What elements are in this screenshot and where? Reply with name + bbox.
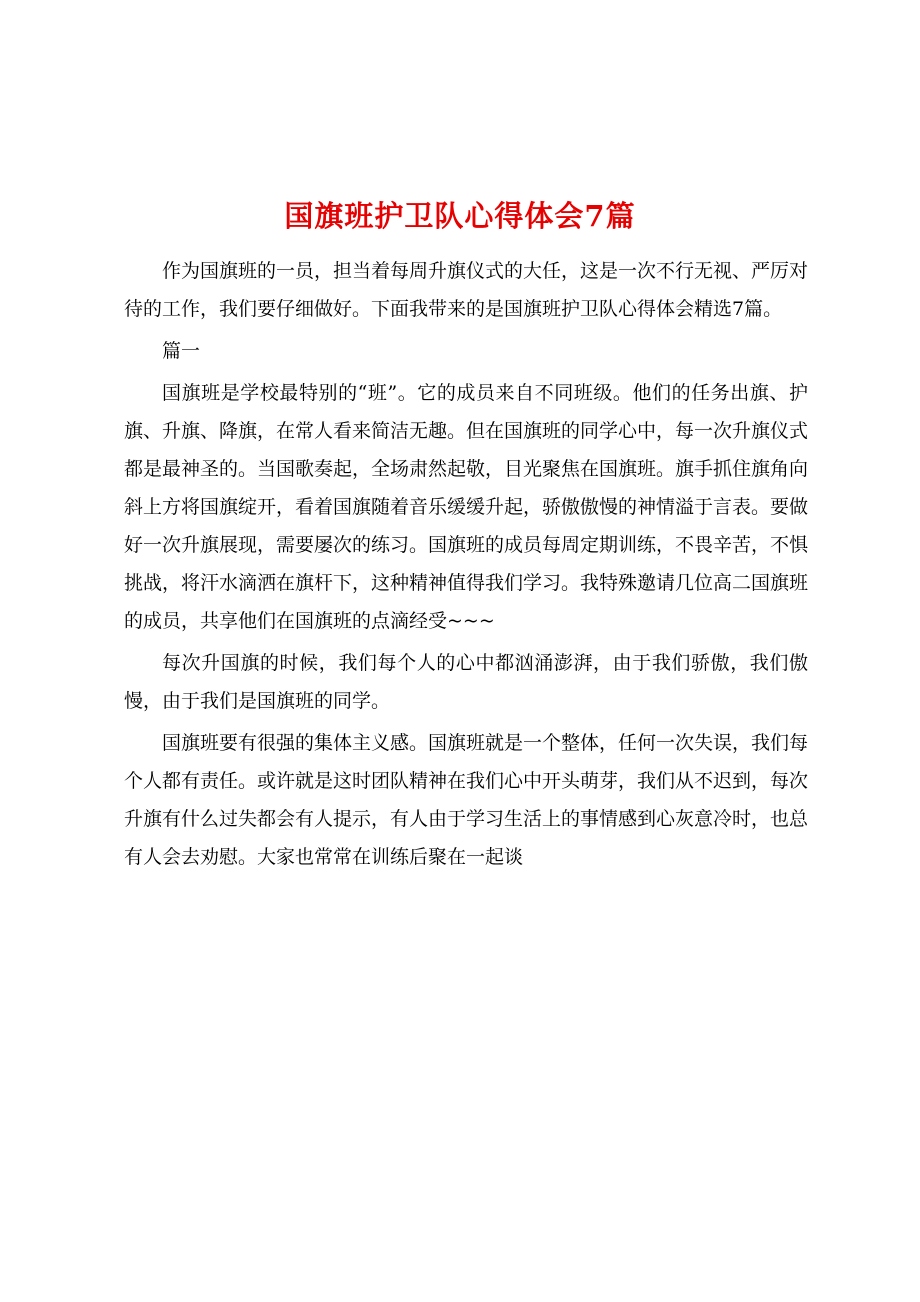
document-title: 国旗班护卫队心得体会7篇 bbox=[284, 199, 636, 233]
document-body bbox=[124, 252, 808, 880]
body-paragraph: 每次升国旗的时候，我们每个人的心中都汹涌澎湃，由于我们骄傲，我们傲慢，由于我们是国旗班的同学。 bbox=[124, 652, 808, 712]
body-paragraph: 国旗班要有很强的集体主义感。国旗班就是一个整体，任何一次失误，我们每个人都有责任。或许就是这时团队精神在我们心中开头萌芽，我们从不迟到，每次升旗有什么过失都会有人提示，有人由于学习生活上的事情感到心灰意冷时，也总有人会去劝慰。大家也常常在训练后聚在一起谈 bbox=[124, 732, 809, 868]
intro-paragraph: 作为国旗班的一员，担当着每周升旗仪式的大任，这是一次不行无视、严厉对待的工作，我们要仔细做好。下面我带来的是国旗班护卫队心得体会精选7篇。 bbox=[124, 260, 809, 320]
section-heading: 篇一 bbox=[162, 340, 201, 362]
body-paragraph: 国旗班是学校最特别的“班”。它的成员来自不同班级。他们的任务出旗、护旗、升旗、降旗，在常人看来简洁无趣。但在国旗班的同学心中，每一次升旗仪式都是最神圣的。当国歌奏起，全场肃然起敬，目光聚焦在国旗班。旗手抓住旗角向斜上方将国旗绽开，看着国旗随着音乐缓缓升起，骄傲傲慢的神情溢于言表。要做好一次升旗展现，需要屡次的练习。国旗班的成员每周定期训练，不畏辛苦，不惧挑战，将汗水滴洒在旗杆下，这种精神值得我们学习。我特殊邀请几位高二国旗班的成员，共享他们在国旗班的点滴经受~~~ bbox=[124, 382, 809, 632]
